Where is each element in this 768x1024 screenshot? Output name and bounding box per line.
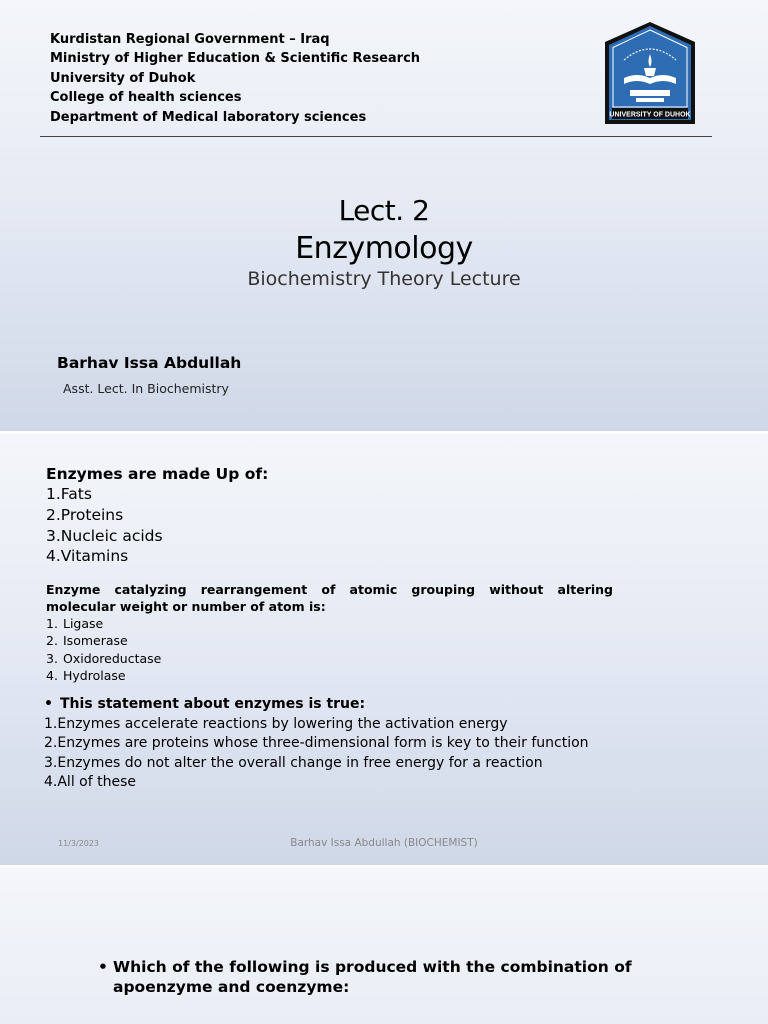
footer-date: 11/3/2023 xyxy=(58,839,100,848)
question-slide-partial xyxy=(0,868,768,1024)
question-4-line2: apoenzyme and coenzyme: xyxy=(113,977,350,996)
option xyxy=(46,632,161,649)
option xyxy=(46,667,161,684)
institution-header xyxy=(50,30,420,127)
option-number: 1. xyxy=(46,616,58,631)
option-text: Hydrolase xyxy=(63,668,126,684)
question-3-text: This statement about enzymes is true: xyxy=(60,696,366,712)
option: 4.Vitamins xyxy=(46,547,129,566)
header-divider xyxy=(40,136,712,137)
lecture-number: Lect. 2 xyxy=(338,194,430,227)
question-2-options xyxy=(46,615,161,685)
question-3-options xyxy=(44,715,589,792)
bullet-icon: • xyxy=(98,958,108,976)
question-2-text: Enzyme catalyzing rearrangement of atomic grouping without altering molecular weight or number of atom is: xyxy=(46,582,613,614)
option-text: Ligase xyxy=(63,616,104,631)
logo-text: UNIVERSITY OF DUHOK xyxy=(609,111,691,119)
option: 3.Enzymes do not alter the overall change in free energy for a reaction xyxy=(44,754,543,771)
option: 4.All of these xyxy=(44,773,136,790)
option xyxy=(46,615,161,632)
university-of-duhok-logo xyxy=(602,20,698,130)
question-1-options xyxy=(46,484,163,567)
title-slide xyxy=(0,0,768,431)
header-line: Department of Medical laboratory sciences xyxy=(50,109,367,125)
question-4-text: Which of the following is produced with the combination of xyxy=(113,958,632,976)
question-4-line1 xyxy=(98,958,632,978)
option-number: 4. xyxy=(46,668,58,684)
lecture-title: Enzymology xyxy=(295,231,473,266)
option-text: Isomerase xyxy=(63,633,128,649)
option xyxy=(46,650,161,667)
option-number: 3. xyxy=(46,650,58,666)
bullet-icon: • xyxy=(44,696,53,712)
option-number: 2. xyxy=(46,633,58,649)
header-line: Ministry of Higher Education & Scientific Research xyxy=(50,51,421,67)
lecture-subtitle: Biochemistry Theory Lecture xyxy=(247,268,521,290)
option: 2.Enzymes are proteins whose three-dimensional form is key to their function xyxy=(44,735,589,752)
footer-author: Barhav Issa Abdullah (BIOCHEMIST) xyxy=(290,837,478,849)
option: 3.Nucleic acids xyxy=(46,526,163,545)
option-text: Oxidoreductase xyxy=(63,650,162,666)
question-4 xyxy=(98,958,632,997)
header-line: University of Duhok xyxy=(50,70,196,86)
question-3-heading xyxy=(44,696,365,712)
option: 1.Fats xyxy=(46,485,92,503)
option: 2.Proteins xyxy=(46,505,124,524)
question-1-heading: Enzymes are made Up of: xyxy=(46,465,269,483)
header-line: College of health sciences xyxy=(50,90,242,106)
option: 1.Enzymes accelerate reactions by lowering the activation energy xyxy=(44,716,508,732)
author-name: Barhav Issa Abdullah xyxy=(57,354,242,372)
header-line: Kurdistan Regional Government – Iraq xyxy=(50,32,330,47)
author-role: Asst. Lect. In Biochemistry xyxy=(63,381,229,396)
